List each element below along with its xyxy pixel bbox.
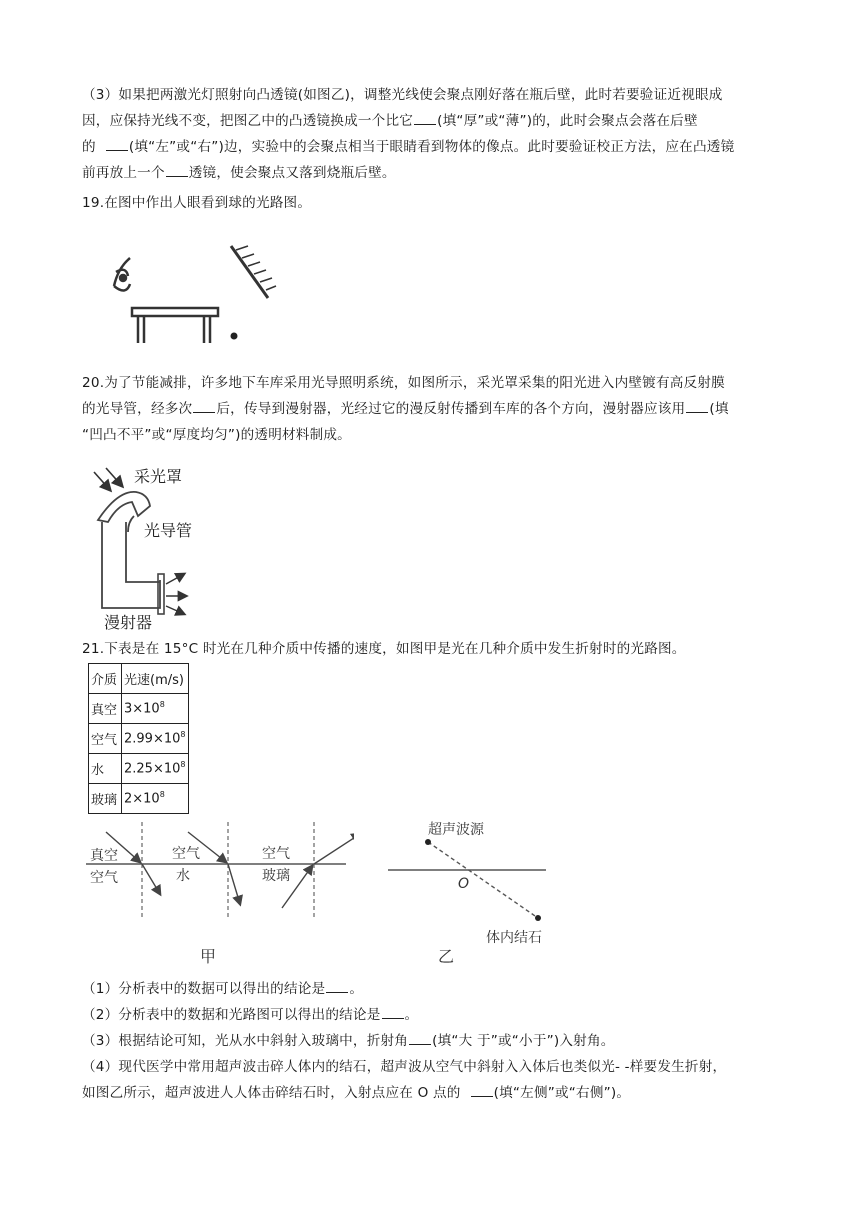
answer-blank[interactable] bbox=[166, 162, 188, 177]
sunlight-arrow bbox=[106, 468, 122, 486]
label-o: O bbox=[458, 876, 470, 892]
sunlight-arrow bbox=[94, 472, 110, 490]
caption-yi: 乙 bbox=[438, 947, 455, 966]
mirror-icon bbox=[231, 246, 276, 298]
q21-sub4-line1: （4）现代医学中常用超声波击碎人体内的结石，超声波从空气中斜射入入体后也类似光- -样要发生折射， bbox=[82, 1059, 727, 1075]
q21-subquestions bbox=[82, 976, 782, 1106]
table-row: 真空 $3\times 10^8$ bbox=[89, 694, 189, 724]
svg-text:空气: 空气 bbox=[172, 846, 200, 862]
caption-jia: 甲 bbox=[200, 947, 217, 966]
svg-text:空气: 空气 bbox=[262, 846, 290, 862]
q18-line2: 因，应保持光线不变，把图乙中的凸透镜换成一个比它 (填“厚”或“薄”)的，此时会聚点会落在后壁 bbox=[82, 108, 782, 134]
answer-blank[interactable] bbox=[193, 398, 215, 413]
light-collector-dome bbox=[98, 492, 150, 522]
svg-text:水: 水 bbox=[176, 868, 190, 884]
q20-figure bbox=[88, 462, 228, 632]
label-diffuser: 漫射器 bbox=[104, 613, 153, 632]
table-row: 空气 $2.99\times 10^8$ bbox=[89, 724, 189, 754]
label-collector: 采光罩 bbox=[134, 467, 183, 486]
q20-text bbox=[82, 370, 782, 448]
q19-text: 19.在图中作出人眼看到球的光路图。 bbox=[82, 195, 312, 211]
svg-text:真空: 真空 bbox=[90, 848, 118, 864]
q18-line1: （3）如果把两激光灯照射向凸透镜(如图乙)，调整光线使会聚点刚好落在瓶后壁，此时若要验证近视眼成 bbox=[82, 87, 723, 103]
q21-sub4-line2: 如图乙所示，超声波进人人体击碎结石时，入射点应在 O 点的 (填“左侧”或“右侧”)。 bbox=[82, 1080, 782, 1106]
q19-figure bbox=[96, 228, 306, 358]
answer-blank[interactable] bbox=[382, 1004, 404, 1019]
svg-text:空气: 空气 bbox=[90, 870, 118, 886]
light-speed-table bbox=[88, 663, 189, 814]
answer-blank[interactable] bbox=[686, 398, 708, 413]
table-header: 介质 bbox=[89, 664, 122, 694]
fig-jia bbox=[84, 818, 354, 968]
eye-icon bbox=[114, 258, 130, 291]
q21-intro: 21.下表是在 15°C 时光在几种介质中传播的速度，如图甲是光在几种介质中发生折射时的光路图。 bbox=[82, 641, 686, 657]
table-header-row bbox=[89, 664, 189, 694]
q20-line1: 20.为了节能减排，许多地下车库采用光导照明系统，如图所示，采光罩采集的阳光进入内壁镀有高反射膜 bbox=[82, 375, 725, 391]
table-icon bbox=[132, 308, 218, 343]
svg-text:玻璃: 玻璃 bbox=[262, 868, 290, 884]
q21-sub2: （2）分析表中的数据和光路图可以得出的结论是 。 bbox=[82, 1002, 782, 1028]
q18-line4: 前再放上一个 透镜，使会聚点又落到烧瓶后壁。 bbox=[82, 160, 782, 186]
label-stone: 体内结石 bbox=[486, 930, 542, 946]
q21-sub3: （3）根据结论可知，光从水中斜射入玻璃中，折射角 (填“大 于”或“小于”)入射角。 bbox=[82, 1028, 782, 1054]
answer-blank[interactable] bbox=[326, 978, 348, 993]
q20-line2: 的光导管，经多次 后，传导到漫射器，光经过它的漫反射传播到车库的各个方向，漫射器应该用 (填 bbox=[82, 396, 782, 422]
ball-icon bbox=[231, 333, 238, 340]
diffuse-arrow bbox=[166, 574, 184, 584]
label-source: 超声波源 bbox=[428, 822, 484, 838]
answer-blank[interactable] bbox=[471, 1082, 493, 1097]
q18-part3 bbox=[82, 82, 782, 186]
table-header: 光速(m/s) bbox=[122, 664, 189, 694]
diffuse-arrow bbox=[166, 606, 184, 614]
q20-line3: “凹凸不平”或“厚度均匀”)的透明材料制成。 bbox=[82, 427, 351, 443]
label-pipe: 光导管 bbox=[144, 521, 193, 540]
table-row: 玻璃 $2\times 10^8$ bbox=[89, 784, 189, 814]
fig-yi bbox=[380, 818, 560, 968]
answer-blank[interactable] bbox=[414, 110, 436, 125]
q18-line3: 的 (填“左”或“右”)边，实验中的会聚点相当于眼睛看到物体的像点。此时要验证校正方法，应在凸透镜 bbox=[82, 134, 782, 160]
answer-blank[interactable] bbox=[106, 136, 128, 151]
answer-blank[interactable] bbox=[409, 1030, 431, 1045]
table-row: 水 $2.25\times 10^8$ bbox=[89, 754, 189, 784]
q21-sub1: （1）分析表中的数据可以得出的结论是 。 bbox=[82, 976, 782, 1002]
